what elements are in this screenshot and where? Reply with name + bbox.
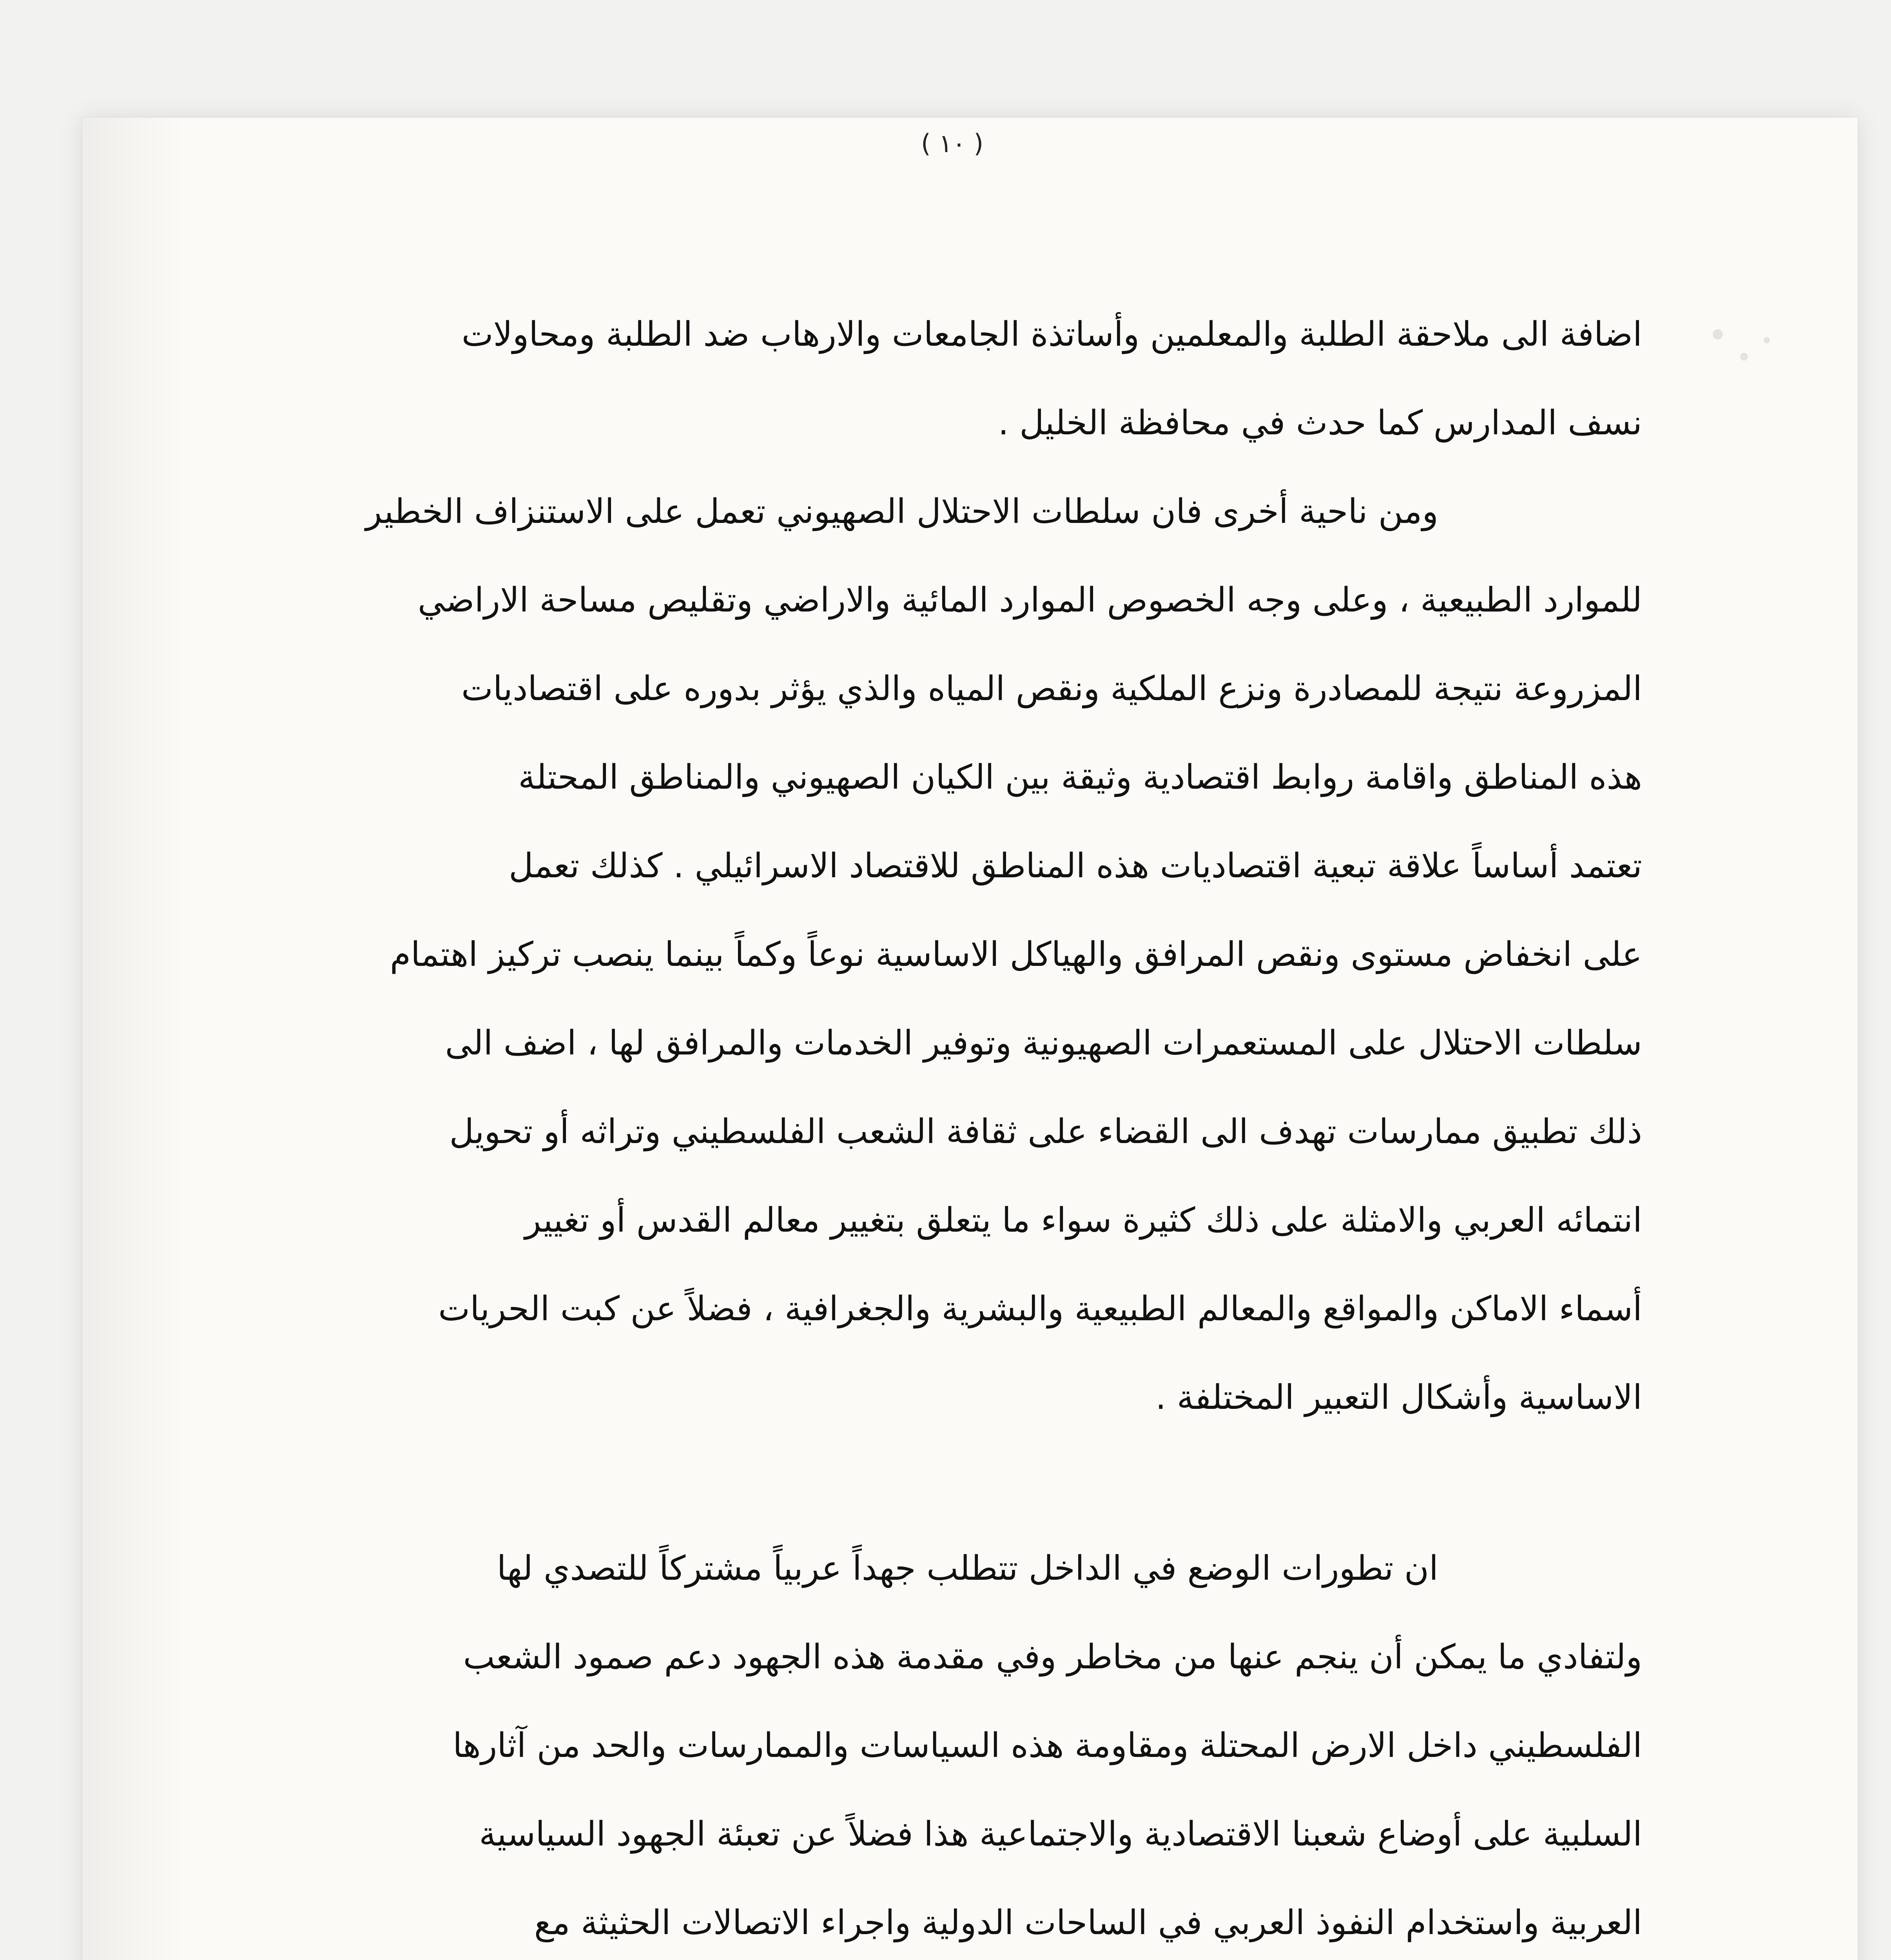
text-line: ومن ناحية أخرى فان سلطات الاحتلال الصهيوني تعمل على الاستنزاف الخطير: [365, 492, 1438, 531]
text-line: تعتمد أساساً علاقة تبعية اقتصاديات هذه المناطق للاقتصاد الاسرائيلي . كذلك تعمل: [509, 846, 1642, 886]
text-line: هذه المناطق واقامة روابط اقتصادية وثيقة بين الكيان الصهيوني والمناطق المحتلة: [518, 758, 1642, 797]
text-line: انتمائه العربي والامثلة على ذلك كثيرة سواء ما يتعلق بتغيير معالم القدس أو تغيير: [524, 1201, 1642, 1240]
document-page: [82, 118, 1858, 1960]
text-line: السلبية على أوضاع شعبنا الاقتصادية والاجتماعية هذا فضلاً عن تعبئة الجهود السياسية: [479, 1815, 1642, 1854]
document-body: [216, 290, 1642, 1960]
text-line: الاساسية وأشكال التعبير المختلفة .: [1155, 1378, 1642, 1417]
paragraph-gap: [216, 1442, 1642, 1524]
text-line: نسف المدارس كما حدث في محافظة الخليل .: [998, 403, 1642, 443]
text-line: ان تطورات الوضع في الداخل تتطلب جهداً عربياً مشتركاً للتصدي لها: [497, 1549, 1438, 1588]
text-line: الفلسطيني داخل الارض المحتلة ومقاومة هذه السياسات والممارسات والحد من آثارها: [453, 1726, 1642, 1765]
text-line: ذلك تطبيق ممارسات تهدف الى القضاء على ثقافة الشعب الفلسطيني وتراثه أو تحويل: [449, 1112, 1642, 1151]
text-line: ولتفادي ما يمكن أن ينجم عنها من مخاطر وفي مقدمة هذه الجهود دعم صمود الشعب: [463, 1637, 1642, 1677]
text-line: أسماء الاماكن والمواقع والمعالم الطبيعية والبشرية والجغرافية ، فضلاً عن كبت الحريات: [438, 1289, 1642, 1328]
text-line: اضافة الى ملاحقة الطلبة والمعلمين وأساتذة الجامعات والارهاب ضد الطلبة ومحاولات: [461, 315, 1642, 354]
text-line: للموارد الطبيعية ، وعلى وجه الخصوص الموارد المائية والاراضي وتقليص مساحة الاراضي: [417, 581, 1642, 620]
text-line: على انخفاض مستوى ونقص المرافق والهياكل الاساسية نوعاً وكماً بينما ينصب تركيز اهتمام: [390, 935, 1642, 974]
text-line: العربية واستخدام النفوذ العربي في الساحات الدولية واجراء الاتصالات الحثيثة مع: [534, 1903, 1642, 1942]
paper-hole-mark: [1713, 329, 1723, 339]
page-shadow: [82, 118, 184, 1960]
paper-hole-mark: [1740, 353, 1748, 361]
page-number: ( ١٠ ): [921, 129, 984, 158]
text-line: المزروعة نتيجة للمصادرة ونزع الملكية ونقص المياه والذي يؤثر بدوره على اقتصاديات: [461, 669, 1642, 708]
paper-hole-mark: [1764, 337, 1770, 343]
text-line: سلطات الاحتلال على المستعمرات الصهيونية وتوفير الخدمات والمرافق لها ، اضف الى: [445, 1024, 1642, 1063]
